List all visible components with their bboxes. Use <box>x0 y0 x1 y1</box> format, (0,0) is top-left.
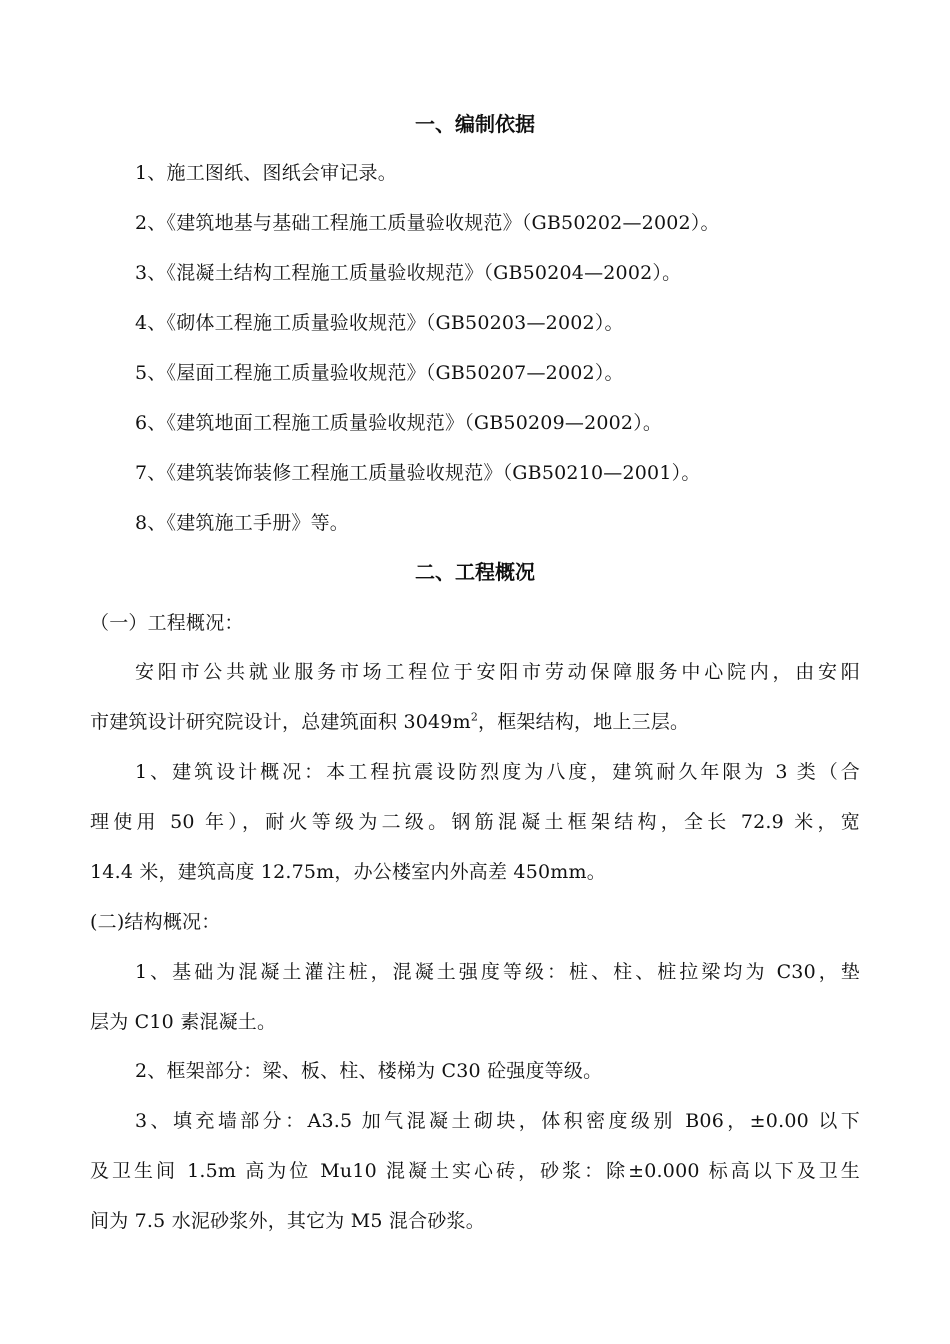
structure-item-1-line-2: 层为 C10 素混凝土。 <box>90 1011 277 1033</box>
design-paragraph-line-2: 理使用 50 年），耐火等级为二级。钢筋混凝土框架结构，全长 72.9 米，宽 <box>90 811 860 833</box>
basis-item-8: 8、《建筑施工手册》等。 <box>135 512 349 534</box>
section-heading-basis: 一、编制依据 <box>415 112 535 136</box>
basis-item-2: 2、《建筑地基与基础工程施工质量验收规范》（GB50202—2002）。 <box>135 212 720 234</box>
subsection-title-structure: (二)结构概况： <box>90 911 221 933</box>
basis-item-4: 4、《砌体工程施工质量验收规范》（GB50203—2002）。 <box>135 312 624 334</box>
overview-paragraph-line-1: 安阳市公共就业服务市场工程位于安阳市劳动保障服务中心院内，由安阳 <box>135 661 860 683</box>
basis-item-7: 7、《建筑装饰装修工程施工质量验收规范》（GB50210—2001）。 <box>135 462 701 484</box>
section-heading-overview: 二、工程概况 <box>415 560 535 584</box>
structure-item-3-line-3: 间为 7.5 水泥砂浆外，其它为 M5 混合砂浆。 <box>90 1210 485 1232</box>
design-paragraph-line-3: 14.4 米，建筑高度 12.75m，办公楼室内外高差 450mm。 <box>90 861 606 883</box>
structure-item-1-line-1: 1、基础为混凝土灌注桩，混凝土强度等级：桩、柱、桩拉梁均为 C30，垫 <box>135 961 860 983</box>
structure-item-2-line-1: 2、框架部分：梁、板、柱、楼梯为 C30 砼强度等级。 <box>135 1060 603 1082</box>
overview-text-area: 市建筑设计研究院设计，总建筑面积 3049m <box>90 711 471 733</box>
basis-item-5: 5、《屋面工程施工质量验收规范》（GB50207—2002）。 <box>135 362 624 384</box>
basis-item-3: 3、《混凝土结构工程施工质量验收规范》（GB50204—2002）。 <box>135 262 682 284</box>
area-unit-superscript: 2 <box>470 710 479 724</box>
structure-item-3-line-1: 3、填充墙部分：A3.5 加气混凝土砌块，体积密度级别 B06，±0.00 以下 <box>135 1110 860 1132</box>
structure-item-3-line-2: 及卫生间 1.5m 高为位 Mu10 混凝土实心砖，砂浆：除±0.000 标高以下及卫生 <box>90 1160 860 1182</box>
basis-item-6: 6、《建筑地面工程施工质量验收规范》（GB50209—2002）。 <box>135 412 663 434</box>
design-paragraph-line-1: 1、建筑设计概况：本工程抗震设防烈度为八度，建筑耐久年限为 3 类（合 <box>135 761 860 783</box>
subsection-title-overview: （一）工程概况： <box>90 612 244 634</box>
basis-item-1: 1、施工图纸、图纸会审记录。 <box>135 162 397 184</box>
overview-text-structure: ，框架结构，地上三层。 <box>478 711 690 733</box>
overview-paragraph-line-2 <box>90 710 860 734</box>
